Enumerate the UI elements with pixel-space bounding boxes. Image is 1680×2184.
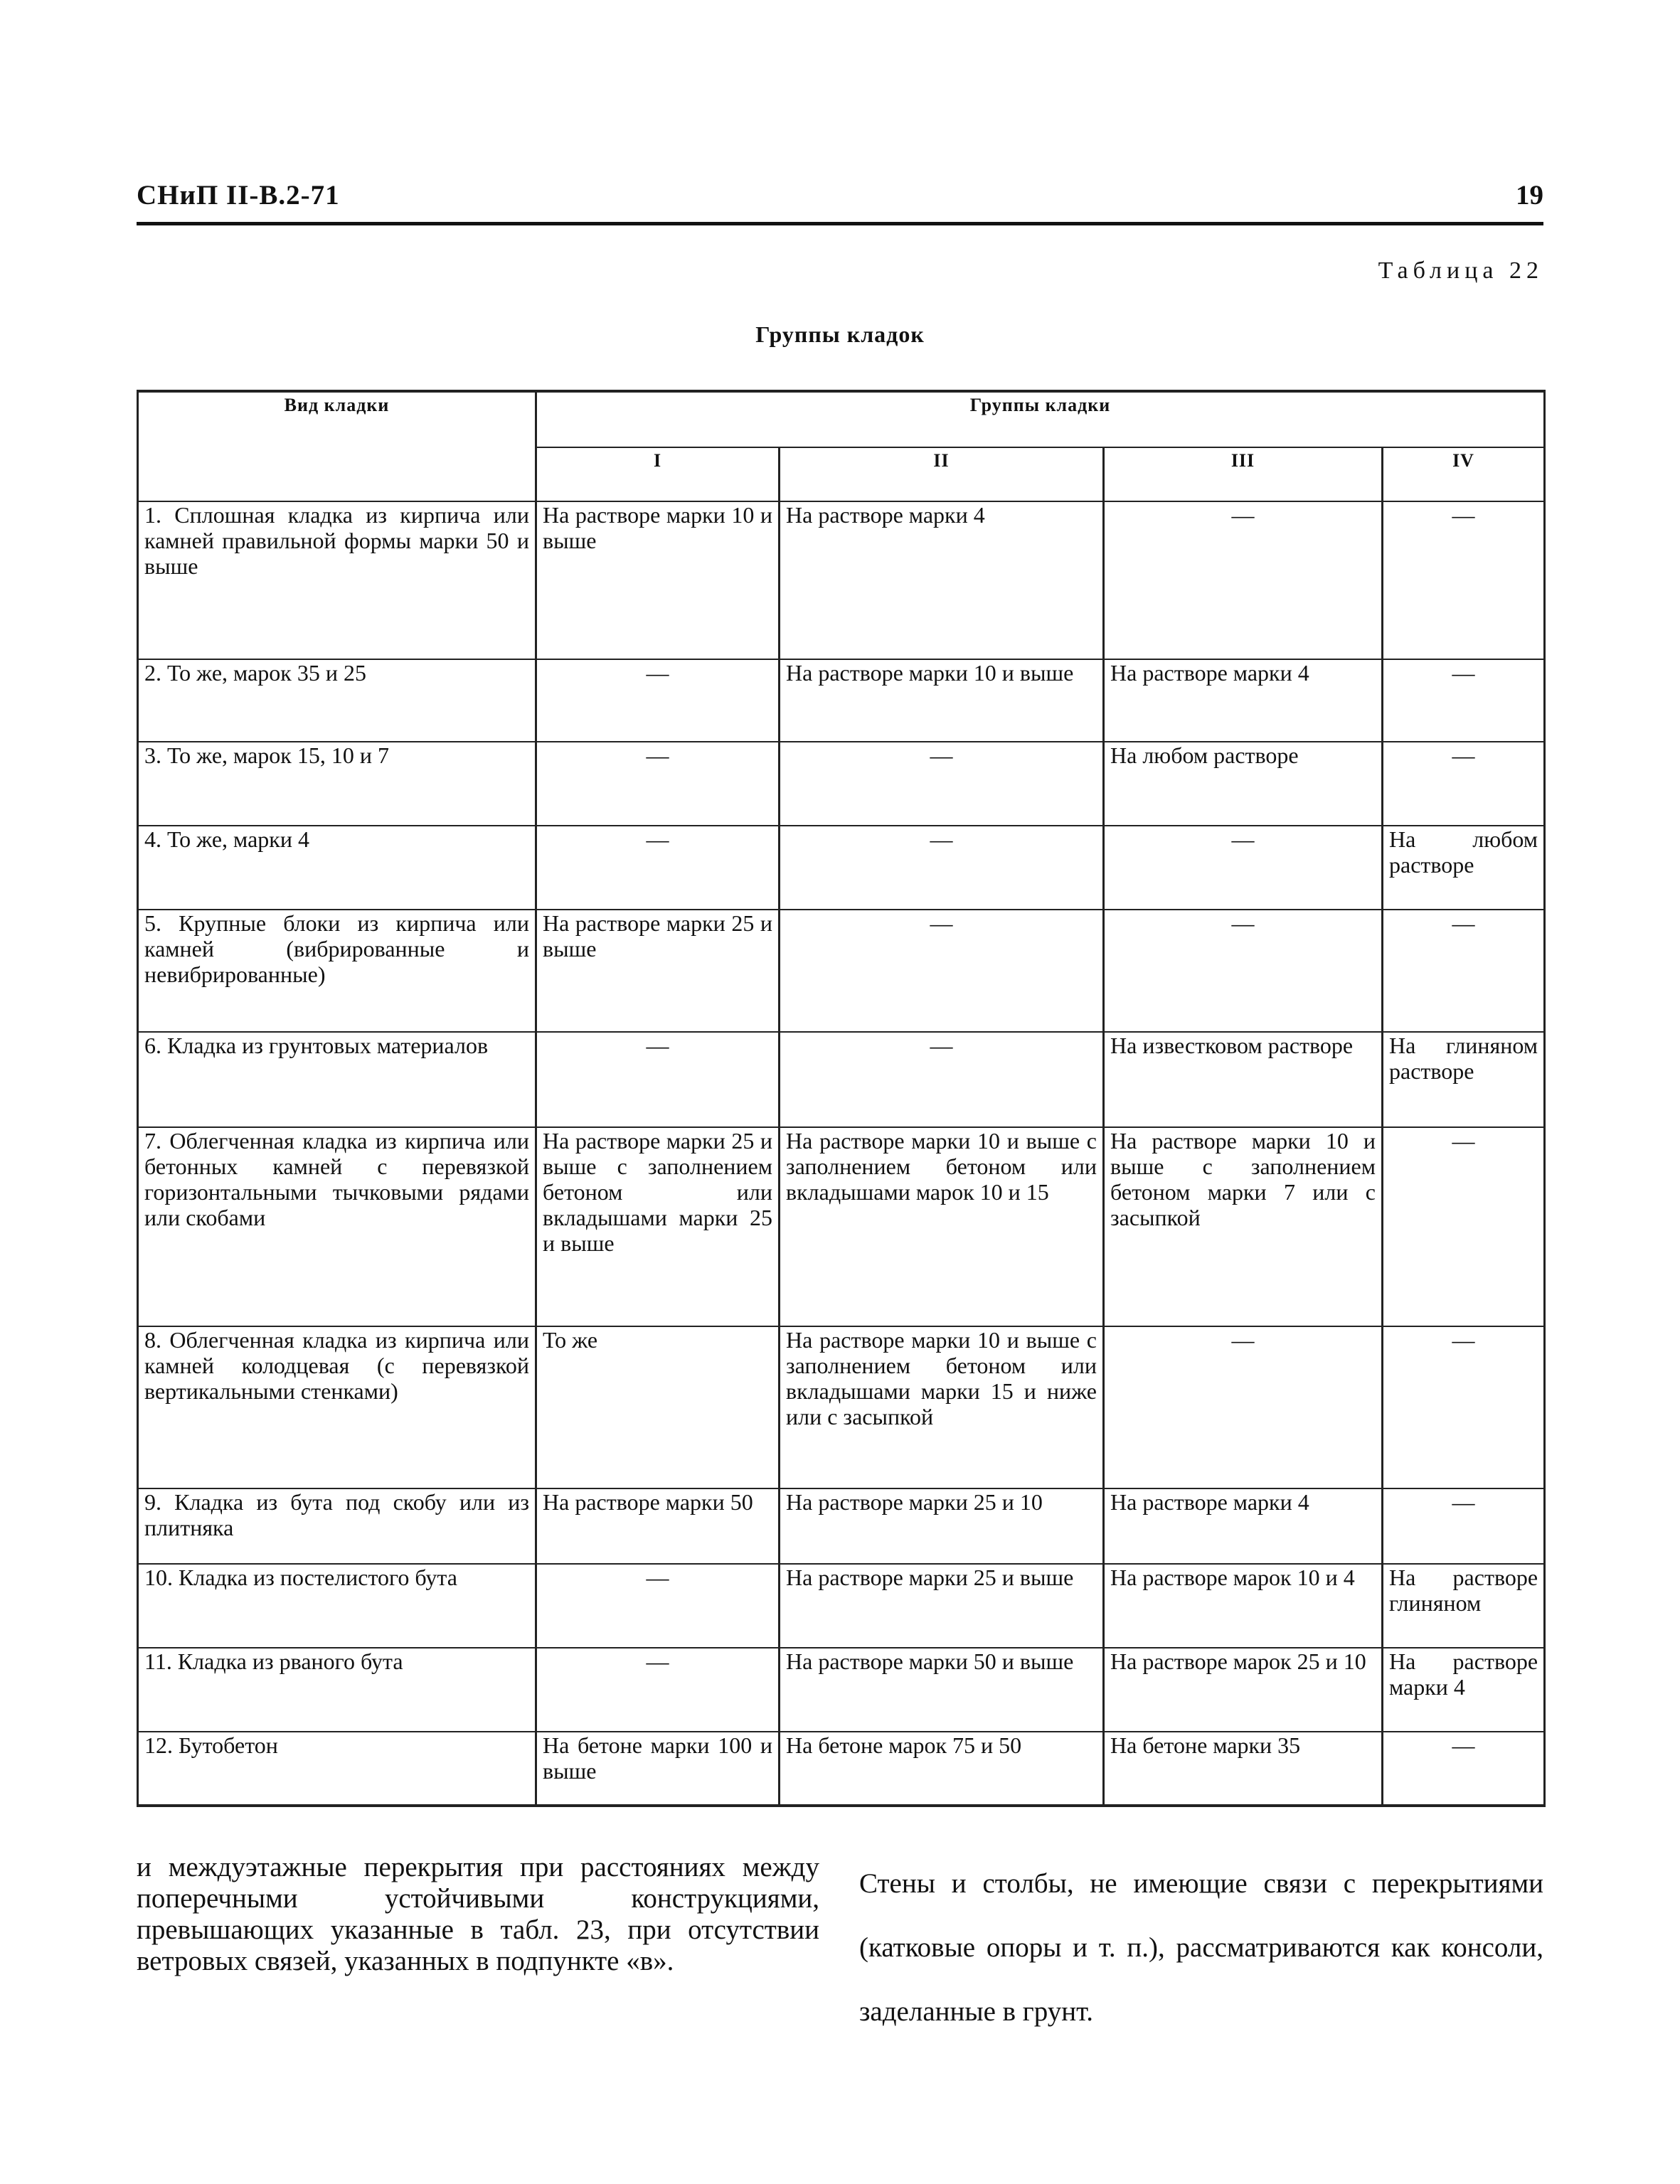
table-title: Группы кладок [755, 321, 925, 347]
group-4-cell: — [1383, 659, 1545, 742]
group-1-cell: — [536, 1564, 780, 1648]
group-2-cell: На растворе марки 50 и выше [780, 1648, 1104, 1732]
group-3-cell: — [1104, 501, 1383, 659]
group-1-cell: На растворе марки 25 и выше с заполнением бетоном или вкладышами марки 25 и выше [536, 1127, 780, 1326]
table-row [138, 1032, 1545, 1127]
body-text-right: Стены и столбы, не имеющие связи с перекрытиями (катковые опоры и т. п.), рассматриваются как консоли, заделанные в грунт. [859, 1868, 1543, 2027]
column-header-group-1: I [536, 447, 780, 501]
table-number: Таблица 22 [1378, 257, 1543, 284]
group-1-cell: На бетоне марки 100 и выше [536, 1732, 780, 1806]
body-text-left: и междуэтажные перекрытия при расстояниях между поперечными устойчивыми конструкциями, превышающих указанные в табл. 23, при отсутствии ветровых связей, указанных в подпункте «в». [137, 1852, 819, 1976]
group-4-cell: На растворе глиняном [1383, 1564, 1545, 1648]
group-1-cell: На растворе марки 50 [536, 1488, 780, 1564]
table-row [138, 1564, 1545, 1648]
group-2-cell: На растворе марки 10 и выше [780, 659, 1104, 742]
document-code: СНиП II-В.2-71 [137, 180, 340, 211]
table-row [138, 1648, 1545, 1732]
group-3-cell: На растворе марки 4 [1104, 1488, 1383, 1564]
group-2-cell: — [780, 826, 1104, 910]
column-header-kind: Вид кладки [138, 391, 536, 501]
table-row [138, 1488, 1545, 1564]
group-4-cell: — [1383, 1127, 1545, 1326]
page-number: 19 [1516, 180, 1543, 211]
row-kind-cell: 4. То же, марки 4 [138, 826, 536, 910]
row-kind-cell: 9. Кладка из бута под скобу или из плитняка [138, 1488, 536, 1564]
group-3-cell: На известковом растворе [1104, 1032, 1383, 1127]
table-row [138, 826, 1545, 910]
group-1-cell: — [536, 826, 780, 910]
group-3-cell: На растворе марки 10 и выше с заполнением бетоном марки 7 или с засыпкой [1104, 1127, 1383, 1326]
group-2-cell: — [780, 742, 1104, 826]
group-1-cell: На растворе марки 10 и выше [536, 501, 780, 659]
row-kind-cell: 2. То же, марок 35 и 25 [138, 659, 536, 742]
group-1-cell: — [536, 742, 780, 826]
group-4-cell: — [1383, 742, 1545, 826]
page-header [137, 179, 1543, 225]
column-header-group-3: III [1104, 447, 1383, 501]
table-row [138, 910, 1545, 1032]
table-row [138, 1127, 1545, 1326]
group-3-cell: На растворе марки 4 [1104, 659, 1383, 742]
table-row [138, 659, 1545, 742]
group-1-cell: То же [536, 1326, 780, 1488]
group-4-cell: — [1383, 1326, 1545, 1488]
group-2-cell: На бетоне марок 75 и 50 [780, 1732, 1104, 1806]
column-header-group-4: IV [1383, 447, 1545, 501]
row-kind-cell: 12. Бутобетон [138, 1732, 536, 1806]
row-kind-cell: 11. Кладка из рваного бута [138, 1648, 536, 1732]
table-row [138, 1326, 1545, 1488]
group-1-cell: На растворе марки 25 и выше [536, 910, 780, 1032]
table-row [138, 742, 1545, 826]
group-2-cell: — [780, 1032, 1104, 1127]
group-3-cell: — [1104, 910, 1383, 1032]
group-4-cell: — [1383, 910, 1545, 1032]
row-kind-cell: 5. Крупные блоки из кирпича или камней (вибрированные и невибрированные) [138, 910, 536, 1032]
row-kind-cell: 1. Сплошная кладка из кирпича или камней правильной формы марки 50 и выше [138, 501, 536, 659]
group-4-cell: На растворе марки 4 [1383, 1648, 1545, 1732]
row-kind-cell: 7. Облегченная кладка из кирпича или бетонных камней с перевязкой горизонтальными тычковыми рядами или скобами [138, 1127, 536, 1326]
group-2-cell: — [780, 910, 1104, 1032]
row-kind-cell: 6. Кладка из грунтовых материалов [138, 1032, 536, 1127]
group-3-cell: — [1104, 1326, 1383, 1488]
column-header-groups: Группы кладки [536, 391, 1545, 447]
group-2-cell: На растворе марки 4 [780, 501, 1104, 659]
column-header-group-2: II [780, 447, 1104, 501]
group-3-cell: На растворе марок 25 и 10 [1104, 1648, 1383, 1732]
row-kind-cell: 10. Кладка из постелистого бута [138, 1564, 536, 1648]
row-kind-cell: 8. Облегченная кладка из кирпича или камней колодцевая (с перевязкой вертикальными стенками) [138, 1326, 536, 1488]
group-2-cell: На растворе марки 25 и выше [780, 1564, 1104, 1648]
masonry-groups-table [137, 390, 1546, 1807]
group-1-cell: — [536, 1032, 780, 1127]
group-4-cell: — [1383, 1732, 1545, 1806]
group-2-cell: На растворе марки 25 и 10 [780, 1488, 1104, 1564]
group-3-cell: На бетоне марки 35 [1104, 1732, 1383, 1806]
table-row [138, 501, 1545, 659]
table-row [138, 1732, 1545, 1806]
group-2-cell: На растворе марки 10 и выше с заполнением бетоном или вкладышами марки 15 и ниже или с засыпкой [780, 1326, 1104, 1488]
row-kind-cell: 3. То же, марок 15, 10 и 7 [138, 742, 536, 826]
group-2-cell: На растворе марки 10 и выше с заполнением бетоном или вкладышами марок 10 и 15 [780, 1127, 1104, 1326]
group-4-cell: — [1383, 1488, 1545, 1564]
group-4-cell: На любом растворе [1383, 826, 1545, 910]
group-3-cell: На растворе марок 10 и 4 [1104, 1564, 1383, 1648]
group-4-cell: — [1383, 501, 1545, 659]
group-3-cell: На любом растворе [1104, 742, 1383, 826]
group-3-cell: — [1104, 826, 1383, 910]
group-4-cell: На глиняном растворе [1383, 1032, 1545, 1127]
group-1-cell: — [536, 1648, 780, 1732]
table-header-row [138, 391, 1545, 447]
group-1-cell: — [536, 659, 780, 742]
